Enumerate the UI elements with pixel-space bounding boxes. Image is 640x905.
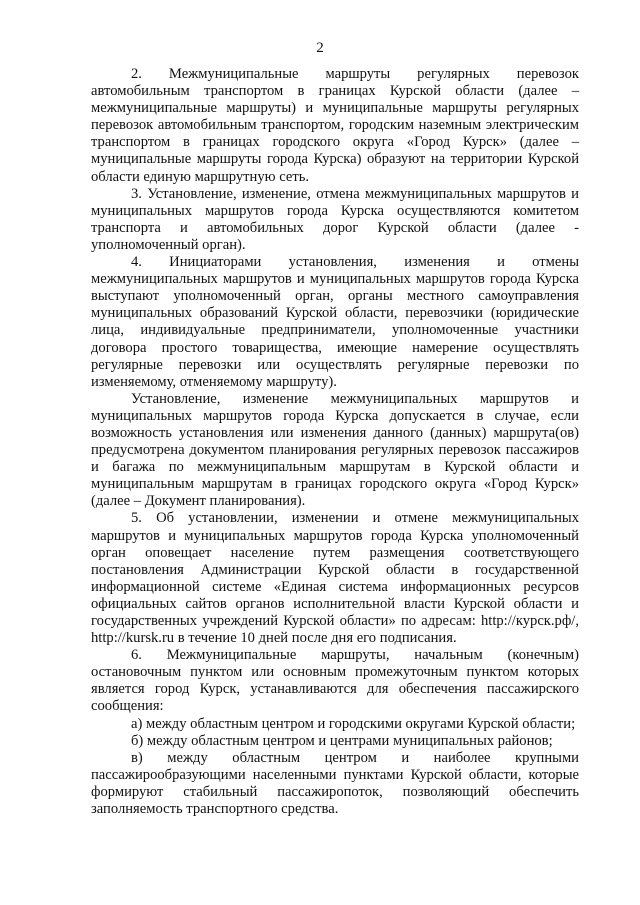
paragraph-2: 2. Межмуниципальные маршруты регулярных перевозок автомобильным транспортом в границах Курской области (далее – межмуниципальные маршруты) и муниципальные маршруты регулярных перевозок автомобильным транспортом, городским наземным электрическим транспортом в границах городского округа «Город Курск» (далее – муниципальные маршруты города Курска) образуют на территории Курской области единую маршрутную сеть. [91,66,579,185]
list-item-a: а) между областным центром и городскими округами Курской области; [131,715,576,732]
list-item-v: в) между областным центром и наиболее крупными пассажирообразующими населенными пунктами Курской области, которые формируют стабильный пассажиропоток, позволяющий обеспечить заполняемость транспортного средства. [91,749,579,818]
document-body [91,66,579,818]
paragraph-6: 6. Межмуниципальные маршруты, начальным (конечным) остановочным пунктом или основным промежуточным пунктом которых является город Курск, устанавливаются для обеспечения пассажирского сообщения: [91,647,579,715]
page-number: 2 [316,40,324,56]
paragraph-3: 3. Установление, изменение, отмена межмуниципальных маршрутов и муниципальных маршрутов города Курска осуществляются комитетом транспорта и автомобильных дорог Курской области (далее - уполномоченный орган). [91,185,579,253]
list-item-b: б) между областным центром и центрами муниципальных районов; [131,732,553,749]
paragraph-5: 5. Об установлении, изменении и отмене межмуниципальных маршрутов и муниципальных маршрутов города Курска уполномоченный орган оповещает население путем размещения соответствующего постановления Администрации Курской области в государственной информационной системе «Единая система информационных ресурсов официальных сайтов органов исполнительной власти Курской области и государственных учреждений Курской области» по адресам: http://курск.рф/, http://kursk.ru в течение 10 дней после дня его подписания. [91,510,579,647]
paragraph-4: 4. Инициаторами установления, изменения и отмены межмуниципальных маршрутов и муниципальных маршрутов города Курска выступают уполномоченный орган, органы местного самоуправления муниципальных образований Курской области, перевозчики (юридические лица, индивидуальные предприниматели, уполномоченные участники договора простого товарищества, имеющие намерение осуществлять регулярные перевозки или осуществлять регулярные перевозки по изменяемому, отменяемому маршруту). [91,254,579,390]
paragraph-4-continuation: Установление, изменение межмуниципальных маршрутов и муниципальных маршрутов города Курска допускается в случае, если возможность установления или изменения данного (данных) маршрута(ов) предусмотрена документом планирования регулярных перевозок пассажиров и багажа по межмуниципальным маршрутам в Курской области и муниципальным маршрутам в границах городского округа «Город Курск» (далее – Документ планирования). [91,390,579,510]
